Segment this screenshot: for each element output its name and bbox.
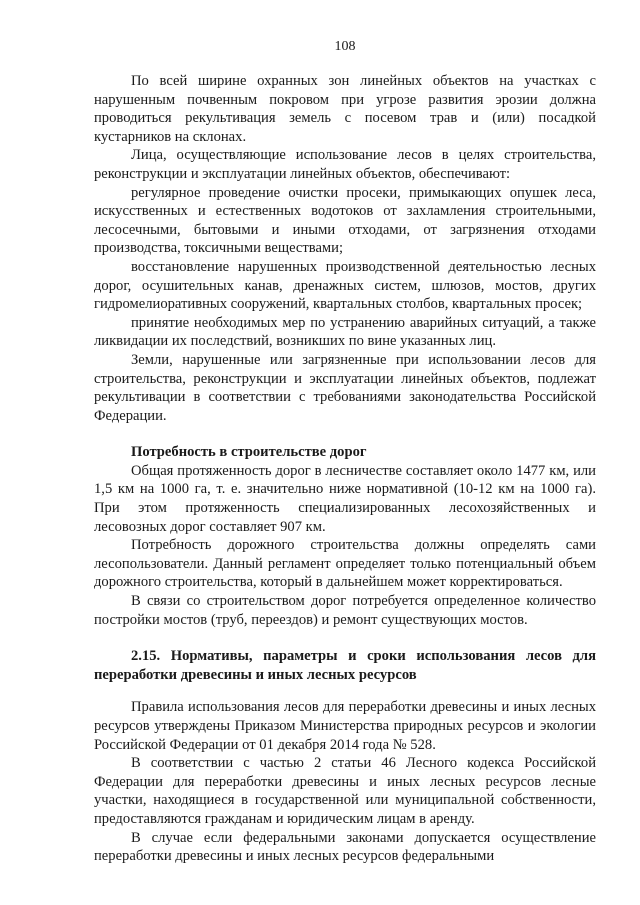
paragraph: принятие необходимых мер по устранению аварийных ситуаций, а также ликвидации их последствий, возникших по вине указанных лиц. bbox=[94, 314, 596, 350]
paragraph: Земли, нарушенные или загрязненные при использовании лесов для строительства, реконструкции и эксплуатации линейных объектов, подлежат рекультивации в соответствии с требованиями законодательства Российской Федерации. bbox=[94, 351, 596, 424]
paragraph: Общая протяженность дорог в лесничестве составляет около 1477 км, или 1,5 км на 1000 га, т. е. значительно ниже нормативной (10-12 км на 1000 га). При этом протяженность специализированных лесохозяйственных и лесовозных дорог составляет 907 км. bbox=[94, 462, 596, 535]
paragraph: Лица, осуществляющие использование лесов в целях строительства, реконструкции и эксплуатации линейных объектов, обеспечивают: bbox=[94, 147, 596, 182]
paragraph: В случае если федеральными законами допускается осуществление переработки древесины и иных лесных ресурсов федеральными bbox=[94, 829, 596, 865]
page-number: 108 bbox=[334, 39, 356, 54]
roads-heading: Потребность в строительстве дорог bbox=[131, 444, 367, 461]
paragraph: В связи со строительством дорог потребуется определенное количество постройки мостов (труб, переездов) и ремонт существующих мостов. bbox=[94, 593, 596, 628]
paragraph: восстановление нарушенных производственной деятельностью лесных дорог, осушительных канав, дренажных систем, шлюзов, мостов, других гидромелиоративных сооружений, квартальных столбов, квартальных просек; bbox=[94, 258, 596, 313]
section-heading: 2.15. Нормативы, параметры и сроки использования лесов для переработки древесины и иных лесных ресурсов bbox=[94, 648, 596, 683]
paragraph: По всей ширине охранных зон линейных объектов на участках с нарушенным почвенным покровом при угрозе развития эрозии должна проводиться рекультивация земель с посевом трав и (или) посадкой кустарников на склонах. bbox=[94, 73, 596, 145]
paragraph: Правила использования лесов для переработки древесины и иных лесных ресурсов утверждены Приказом Министерства природных ресурсов и экологии Российской Федерации от 01 декабря 2014 года № 528. bbox=[94, 699, 596, 753]
paragraph: В соответствии с частью 2 статьи 46 Лесного кодекса Российской Федерации для переработки древесины и иных лесных ресурсов лесные участки, находящиеся в государственной или муниципальной собственности, предоставляются гражданам и юридическим лицам в аренду. bbox=[94, 755, 596, 827]
paragraph: Потребность дорожного строительства должны определять сами лесопользователи. Данный регламент определяет только потенциальный объем дорожного строительства, который в дальнейшем может корректироваться. bbox=[94, 537, 596, 591]
paragraph: регулярное проведение очистки просеки, примыкающих опушек леса, искусственных и естественных водотоков от захламления строительными, лесосечными, бытовыми и иными отходами, от загрязнения отходами производства, токсичными веществами; bbox=[94, 184, 596, 257]
